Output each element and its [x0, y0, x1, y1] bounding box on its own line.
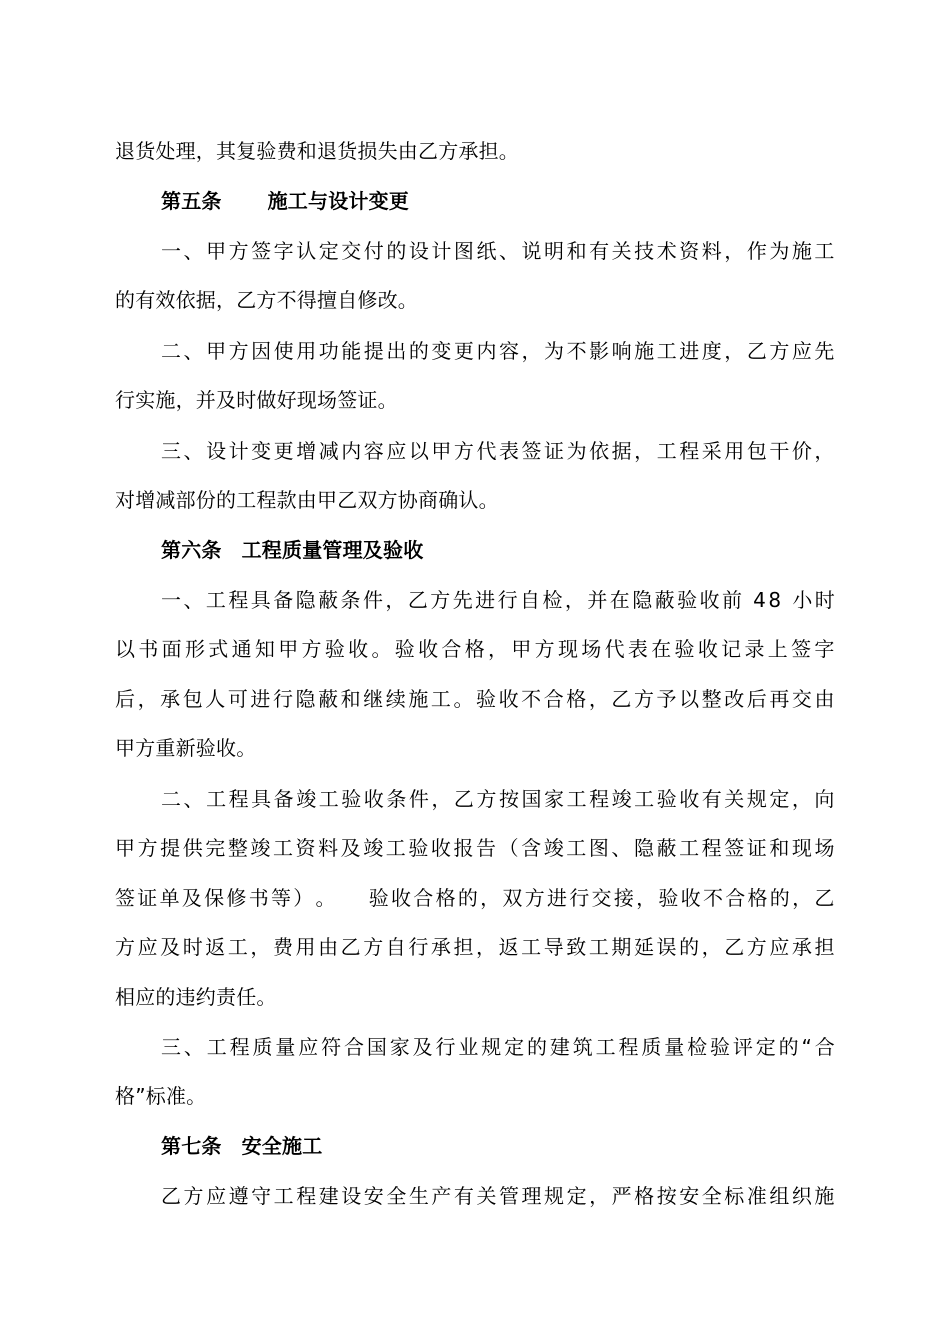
body-line: 二 、 工 程 具 备 竣 工 验 收 条 件 ， 乙 方 按 国 家 工 程 竣 工 验 收 有 关 规 定 ， 向 — [161, 787, 835, 811]
article-title: 工程质量管理及验收 — [241, 538, 424, 562]
body-line: 退货处理，其复验费和退货损失由乙方承担。 — [115, 139, 519, 163]
body-line: 一 、 甲 方 签 字 认 定 交 付 的 设 计 图 纸 、 说 明 和 有 关 技 术 资 料 ， 作 为 施 工 — [161, 239, 835, 263]
article-title: 施工与设计变更 — [267, 189, 410, 213]
body-line: 对增减部份的工程款由甲乙双方协商确认。 — [115, 488, 499, 512]
body-line: 行实施，并及时做好现场签证。 — [115, 388, 398, 412]
body-line: 签 证 单 及 保 修 书 等 ） 。 验 收 合 格 的 ， 双 方 进 行 交 接 ， 验 收 不 合 格 的 ， 乙 — [115, 886, 835, 910]
body-line: 乙 方 应 遵 守 工 程 建 设 安 全 生 产 有 关 管 理 规 定 ， 严 格 按 安 全 标 准 组 织 施 — [161, 1184, 835, 1208]
body-line: 格”标准。 — [115, 1084, 207, 1108]
body-line: 以 书 面 形 式 通 知 甲 方 验 收 。 验 收 合 格 ， 甲 方 现 场 代 表 在 验 收 记 录 上 签 字 — [115, 637, 835, 661]
article-heading-6 — [161, 535, 835, 565]
body-line: 三 、 工 程 质 量 应 符 合 国 家 及 行 业 规 定 的 建 筑 工 程 质 量 检 验 评 定 的 “ 合 — [161, 1035, 835, 1059]
body-line: 甲 方 提 供 完 整 竣 工 资 料 及 竣 工 验 收 报 告 （ 含 竣 工 图 、 隐 蔽 工 程 签 证 和 现 场 — [115, 836, 835, 860]
article-number: 第七条 — [161, 1134, 222, 1158]
article-number: 第五条 — [161, 189, 222, 213]
body-line: 相应的违约责任。 — [115, 985, 277, 1009]
article-heading-5 — [161, 186, 835, 216]
body-line: 三 、 设 计 变 更 增 减 内 容 应 以 甲 方 代 表 签 证 为 依 据 ， 工 程 采 用 包 干 价 ， — [161, 439, 835, 463]
body-line: 方 应 及 时 返 工 ， 费 用 由 乙 方 自 行 承 担 ， 返 工 导 致 工 期 延 误 的 ， 乙 方 应 承 担 — [115, 935, 835, 959]
body-line: 二 、 甲 方 因 使 用 功 能 提 出 的 变 更 内 容 ， 为 不 影 响 施 工 进 度 ， 乙 方 应 先 — [161, 339, 835, 363]
body-line: 一 、 工 程 具 备 隐 蔽 条 件 ， 乙 方 先 进 行 自 检 ， 并 在 隐 蔽 验 收 前 4 8 小 时 — [161, 588, 835, 612]
body-line: 的有效依据，乙方不得擅自修改。 — [115, 288, 418, 312]
article-heading-7 — [161, 1131, 835, 1161]
body-line: 甲方重新验收。 — [115, 736, 257, 760]
body-line: 后 ， 承 包 人 可 进 行 隐 蔽 和 继 续 施 工 。 验 收 不 合 格 ， 乙 方 予 以 整 改 后 再 交 由 — [115, 687, 835, 711]
article-title: 安全施工 — [241, 1134, 323, 1158]
article-number: 第六条 — [161, 538, 222, 562]
